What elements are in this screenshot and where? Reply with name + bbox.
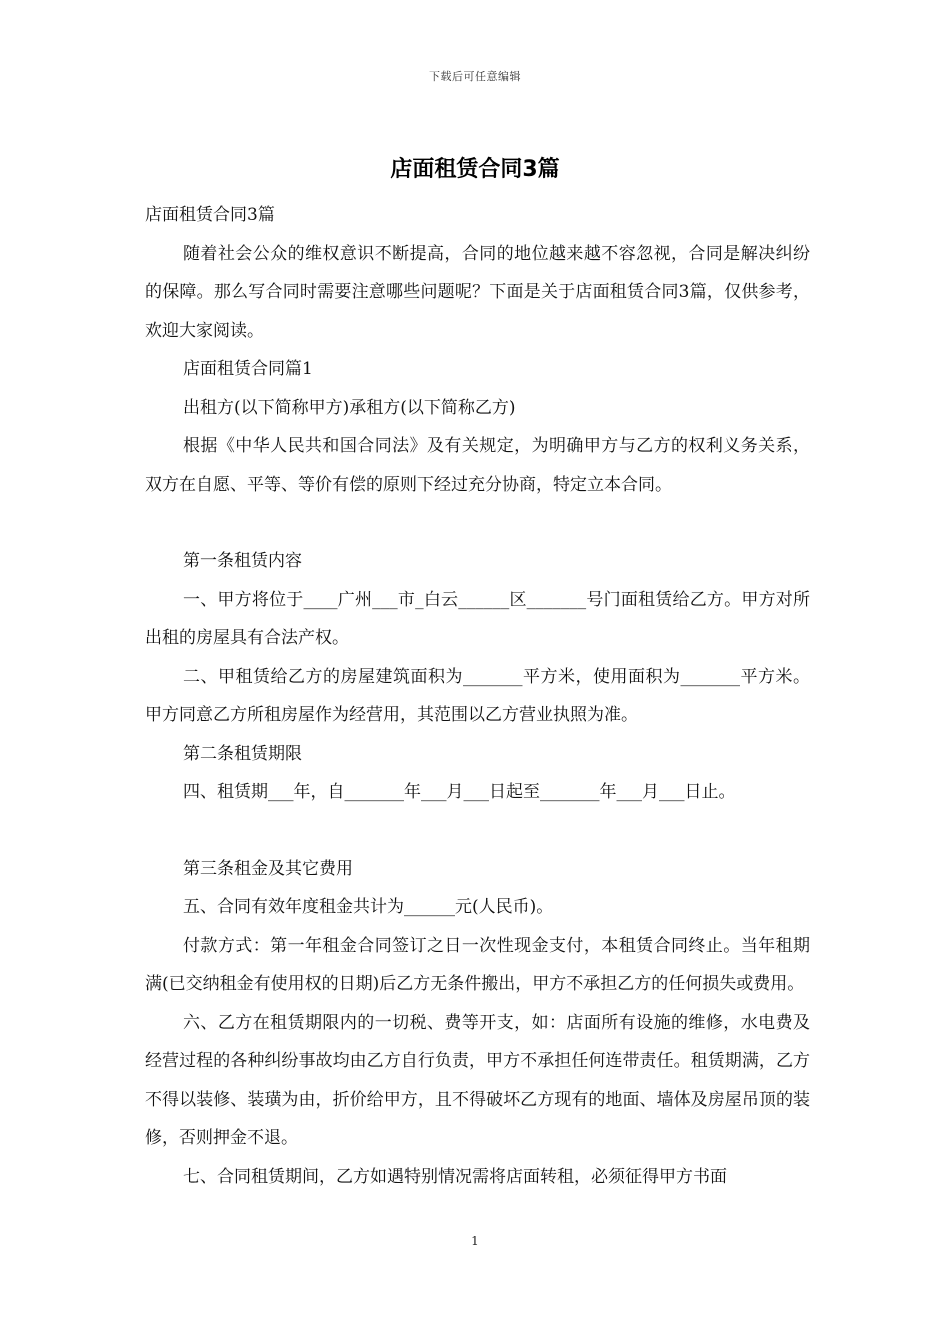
clause-paragraph: 付款方式：第一年租金合同签订之日一次性现金支付，本租赁合同终止。当年租期满(已交纳租金有使用权的日期)后乙方无条件搬出，甲方不承担乙方的任何损失或费用。 <box>145 935 810 994</box>
document-title: 店面租赁合同3篇 <box>390 157 560 182</box>
document-body <box>145 196 810 1196</box>
article-heading: 第一条租赁内容 <box>183 551 302 571</box>
clause-paragraph: 六、乙方在租赁期限内的一切税、费等开支，如：店面所有设施的维修，水电费及经营过程的各种纠纷事故均由乙方自行负责，甲方不承担任何连带责任。租赁期满，乙方不得以装修、装璜为由，折价给甲方，且不得破坏乙方现有的地面、墙体及房屋吊顶的装修，否则押金不退。 <box>145 1012 810 1148</box>
intro-paragraph: 随着社会公众的维权意识不断提高，合同的地位越来越不容忽视，合同是解决纠纷的保障。那么写合同时需要注意哪些问题呢？下面是关于店面租赁合同3篇，仅供参考，欢迎大家阅读。 <box>145 243 810 341</box>
section-heading: 店面租赁合同篇1 <box>183 359 313 379</box>
clause-paragraph: 四、租赁期___年，自_______年___月___日起至_______年___月___日止。 <box>183 782 736 802</box>
article-heading: 第三条租金及其它费用 <box>183 858 353 879</box>
parties-paragraph: 出租方(以下简称甲方)承租方(以下简称乙方) <box>183 397 516 418</box>
page-header: 下载后可任意编辑 <box>429 70 521 83</box>
page-number: 1 <box>471 1234 479 1248</box>
clause-paragraph: 五、合同有效年度租金共计为______元(人民币)。 <box>183 897 554 917</box>
clause-paragraph: 七、合同租赁期间，乙方如遇特别情况需将店面转租，必须征得甲方书面 <box>183 1166 727 1187</box>
clause-paragraph: 二、甲租赁给乙方的房屋建筑面积为_______平方米，使用面积为_______平方米。甲方同意乙方所租房屋作为经营用，其范围以乙方营业执照为准。 <box>145 666 810 725</box>
basis-paragraph: 根据《中华人民共和国合同法》及有关规定，为明确甲方与乙方的权利义务关系，双方在自愿、平等、等价有偿的原则下经过充分协商，特定立本合同。 <box>145 436 810 495</box>
subtitle-paragraph: 店面租赁合同3篇 <box>145 205 275 225</box>
clause-paragraph: 一、甲方将位于____广州___市_白云______区_______号门面租赁给乙方。甲方对所出租的房屋具有合法产权。 <box>145 589 810 648</box>
article-heading: 第二条租赁期限 <box>183 743 302 764</box>
